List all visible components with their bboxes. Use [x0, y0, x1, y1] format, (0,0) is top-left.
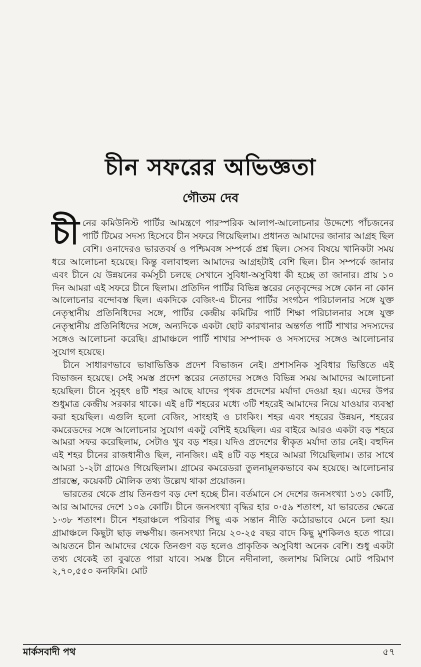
paragraph-1-text: নের কমিউনিস্ট পার্টির আমন্ত্রণে পারস্পরিক আলাপ-আলোচনার উদ্দেশ্যে পাঁচজনের পার্টি টিমের সদস্য হিসেবে চীন সফরে গিয়েছিলাম। প্রধানত আমাদের জানার আগ্রহ ছিল বেশি। ওনাদেরও ভারতবর্ষ ও পশ্চিমবঙ্গ সম্পর্কে প্রশ্ন ছিল। সেসব বিষয়ে খানিকটা সময় ধরে আলোচনা হয়েছে। কিন্তু বলাবাহুল্য আমাদের আগ্রহটাই বেশি ছিল। চীন সম্পর্কে জানার এবং চীনে যে উন্নয়নের কর্মসূচী চলছে সেখানে সুবিধা-অসুবিধা কী হচ্ছে তা জানার। প্রায় ১০ দিন আমরা এই সফরে চীনে ছিলাম। প্রতিদিন পার্টির বিভিন্ন স্তরের নেতৃবৃন্দের সঙ্গে কোন না কোন আলোচনার বন্দোবস্ত ছিল। একদিকে বেজিং-এ চীনের পার্টির সংগঠন পরিচালনার সঙ্গে যুক্ত নেতৃস্থানীয় প্রতিনিধিদের সঙ্গে, পার্টির কেন্দ্রীয় কমিটির পার্টি শিক্ষা পরিচালনার সঙ্গে যুক্ত নেতৃস্থানীয় প্রতিনিধিদের সঙ্গে, অন্যদিকে একটা ছোট কারখানার অন্তর্গত পার্টি শাখার সদস্যদের সঙ্গেও আলোচনা করেছি। গ্রামাঞ্চলে পার্টি শাখার সম্পাদক ও সদস্যদের সঙ্গেও আলোচনার সুযোগ হয়েছে।: [52, 219, 394, 359]
journal-name: মার্কসবাদী পথ: [23, 647, 76, 658]
article-title: চীন সফরের অভিজ্ঞতা: [105, 154, 316, 181]
paragraph-1: [52, 213, 394, 360]
drop-cap: চী: [52, 213, 80, 252]
article-body: [52, 213, 394, 579]
article-author: গৌতম দেব: [182, 190, 239, 205]
page-number: ৫৭: [382, 647, 395, 658]
paragraph-3: ভারতের থেকে প্রায় তিনগুণ বড় দেশ হচ্ছে চীন। বর্তমানে সে দেশের জনসংখ্যা ১৩১ কোটি, আর আমাদের দেশে ১০৯ কোটি। চীনে জনসংখ্যা বৃদ্ধির হার ০·৫৯ শতাংশ, যা ভারতের ক্ষেত্রে ১·৩৮ শতাংশ। চীনে শহরাঞ্চলে পরিবার পিছু এক সন্তান নীতি কঠোরভাবে মেনে চলা হয়। গ্রামাঞ্চলে কিছুটা ছাড় লক্ষণীয়। জনসংখ্যা নিয়ে ২০-২৫ বছর বাদে কিছু মুশকিলও হতে পারে। আয়তনে চীন আমাদের থেকে তিনগুণ বড় হলেও প্রাকৃতিক অসুবিধা অনেক বেশি। শুধু একটা তথ্য থেকেই তা বুঝতে পারা যাবে। সমস্ত চীনে নদীনালা, জলাশয় মিলিয়ে মোট পরিমাণ ২,৭০,৫৫০ কনফিমি। মোট: [52, 490, 394, 578]
footer-rule: [23, 644, 401, 645]
paragraph-2: চীনে সাধারণভাবে ভাষাভিত্তিক প্রদেশ বিভাজন নেই। প্রশাসনিক সুবিধার ভিত্তিতে এই বিভাজন হয়েছে। সেই সমস্ত প্রদেশ স্তরের নেতাদের সঙ্গেও বিভিন্ন সময় আমাদের আলোচনা হয়েছিল। চীনে সুবৃহৎ ৪টি শহর আছে যাদের পৃথক প্রদেশের মর্যাদা দেওয়া হয়। এদের উপর শুধুমাত্র কেন্দ্রীয় সরকার থাকে। এই ৪টি শহরের মধ্যে ৩টি শহরেই আমাদের নিয়ে যাওয়ার ব্যবস্থা করা হয়েছিল। এগুলি হলো বেজিং, সাংহাই ও চাংকিং। শহর এবং শহরের উন্নয়ন, শহরের কমরেডদের সঙ্গে আলোচনার সুযোগ একটু বেশিই হয়েছিল। এর বাইরে আরও একটা বড় শহরে আমরা সফর করেছিলাম, সেটাও খুব বড় শহর। যদিও প্রদেশের স্বীকৃত মর্যাদা তার নেই। বহুদিন এই শহর চীনের রাজধানীও ছিল, নানজিং। এই ৪টি বড় শহরে আমরা গিয়েছিলাম। তার সাথে আমরা ১-২টা গ্রামেও গিয়েছিলাম। গ্রামের কমরেডরা তুলনামূলকভাবে কম হয়েছে। আলোচনার প্রারম্ভে, কয়েকটি মৌলিক তথ্য উল্লেখ থাকা প্রয়োজন।: [52, 360, 394, 488]
